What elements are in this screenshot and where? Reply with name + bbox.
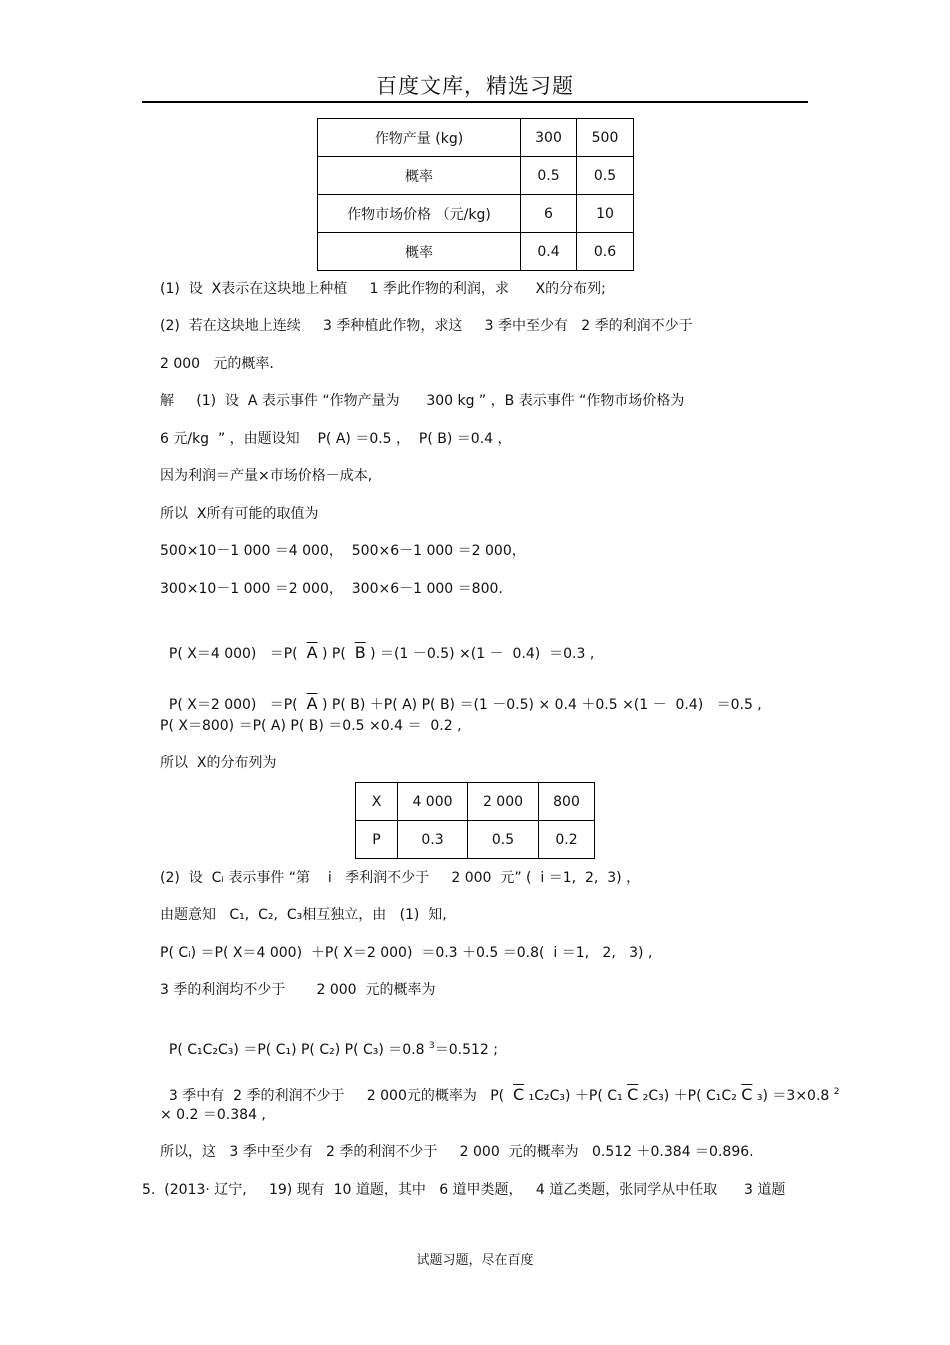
solution-line — [160, 1019, 498, 1059]
table-cell: 0.6 — [577, 233, 634, 271]
formula-text: ) P( — [317, 646, 355, 662]
question-part-2-cont: 2 000 元的概率. — [160, 356, 274, 372]
solution-line — [160, 1065, 840, 1105]
table-cell: 0.5 — [468, 821, 539, 859]
table-cell: 作物市场价格 （元/kg) — [318, 195, 521, 233]
table-row — [318, 233, 634, 271]
probability-x-800: P( X＝800) ＝P( A) P( B) ＝0.5 ×0.4 ＝ 0.2 , — [160, 718, 462, 734]
solution-line: 500×10－1 000 ＝4 000， 500×6－1 000 ＝2 000， — [160, 543, 526, 559]
table-cell: 2 000 — [468, 783, 539, 821]
solution-line: 300×10－1 000 ＝2 000， 300×6－1 000 ＝800. — [160, 581, 503, 597]
table-cell: 0.2 — [539, 821, 595, 859]
table-cell: 300 — [521, 119, 577, 157]
complement-c: $\overline{C}$ — [741, 1085, 753, 1104]
table-cell: X — [356, 783, 398, 821]
table-cell: 0.5 — [577, 157, 634, 195]
formula-text: ₁C₂C₃) ＋P( C₁ — [524, 1088, 628, 1104]
table-row — [356, 821, 595, 859]
page-header-title: 百度文库，精选习题 — [376, 74, 574, 98]
solution-conclusion: 所以，这 3 季中至少有 2 季的利润不少于 2 000 元的概率为 0.512 ＋0.384 ＝0.896. — [160, 1144, 754, 1160]
solution-line: 所以 X所有可能的取值为 — [160, 506, 319, 522]
formula-text: ＝0.512 ; — [434, 1042, 498, 1058]
table-cell: 10 — [577, 195, 634, 233]
table-cell: 概率 — [318, 233, 521, 271]
question-part-1: (1) 设 X表示在这块地上种植 1 季此作物的利润，求 X的分布列; — [160, 281, 606, 297]
table-cell: 概率 — [318, 157, 521, 195]
formula-text: ₂C₃) ＋P( C₁C₂ — [638, 1088, 742, 1104]
formula-text: P( X＝2 000) ＝P( — [168, 697, 307, 713]
complement-a: $\overline{A}$ — [306, 694, 318, 713]
table-cell: 作物产量 (kg) — [318, 119, 521, 157]
formula-text: ) P( B) ＋P( A) P( B) ＝(1 －0.5) × 0.4 ＋0.5 ×(1 － 0.4) ＝0.5 , — [317, 697, 762, 713]
problem-5: 5. (2013· 辽宁, 19) 现有 10 道题，其中 6 道甲类题， 4 道乙类题，张同学从中任取 3 道题 — [142, 1182, 786, 1198]
table-cell: 6 — [521, 195, 577, 233]
probability-x-4000 — [160, 626, 594, 663]
solution-line: 6 元/kg ” ，由题设知 P( A) ＝0.5 ， P( B) ＝0.4 ， — [160, 431, 512, 447]
complement-c: $\overline{C}$ — [627, 1085, 639, 1104]
crop-yield-price-table — [317, 118, 634, 271]
complement-a: $\overline{A}$ — [306, 643, 318, 662]
table-cell: 4 000 — [398, 783, 468, 821]
table-row — [318, 195, 634, 233]
table-cell: 800 — [539, 783, 595, 821]
solution-line: 解 (1) 设 A 表示事件 “作物产量为 300 kg ” ，B 表示事件 “作物市场价格为 — [160, 393, 685, 409]
header-divider — [142, 101, 808, 103]
table-cell: 0.5 — [521, 157, 577, 195]
table-row — [318, 119, 634, 157]
solution-line: P( Cᵢ) ＝P( X＝4 000) ＋P( X＝2 000) ＝0.3 ＋0.5 ＝0.8( i ＝1, 2, 3) , — [160, 945, 653, 961]
table-cell: 0.4 — [521, 233, 577, 271]
complement-b: $\overline{B}$ — [354, 643, 366, 662]
solution-line: 由题意知 C₁, C₂, C₃相互独立，由 (1) 知, — [160, 907, 447, 923]
question-part-2: (2) 若在这块地上连续 3 季种植此作物，求这 3 季中至少有 2 季的利润不少于 — [160, 318, 693, 334]
probability-x-2000 — [160, 677, 762, 714]
solution-part-2: (2) 设 Cᵢ 表示事件 “第 i 季利润不少于 2 000 元” ( i ＝1, 2, 3) ， — [160, 870, 641, 886]
formula-text: ₃) ＝3×0.8 — [752, 1088, 834, 1104]
formula-text: ) ＝(1 －0.5) ×(1 － 0.4) ＝0.3 , — [365, 646, 595, 662]
solution-line: 所以 X的分布列为 — [160, 755, 277, 771]
exponent: 3 — [429, 1041, 435, 1051]
table-cell: 500 — [577, 119, 634, 157]
solution-line: × 0.2 ＝0.384 , — [160, 1107, 266, 1123]
table-cell: P — [356, 821, 398, 859]
formula-text: P( X＝4 000) ＝P( — [168, 646, 307, 662]
formula-text: 3 季中有 2 季的利润不少于 2 000元的概率为 P( — [168, 1088, 514, 1104]
table-row — [318, 157, 634, 195]
distribution-table — [355, 782, 595, 859]
formula-text: P( C₁C₂C₃) ＝P( C₁) P( C₂) P( C₃) ＝0.8 — [168, 1042, 430, 1058]
solution-line: 因为利润＝产量×市场价格－成本, — [160, 468, 373, 484]
table-cell: 0.3 — [398, 821, 468, 859]
exponent: 2 — [833, 1087, 840, 1097]
complement-c: $\overline{C}$ — [513, 1085, 525, 1104]
page-footer: 试题习题，尽在百度 — [416, 1253, 534, 1268]
table-row — [356, 783, 595, 821]
solution-line: 3 季的利润均不少于 2 000 元的概率为 — [160, 982, 436, 998]
